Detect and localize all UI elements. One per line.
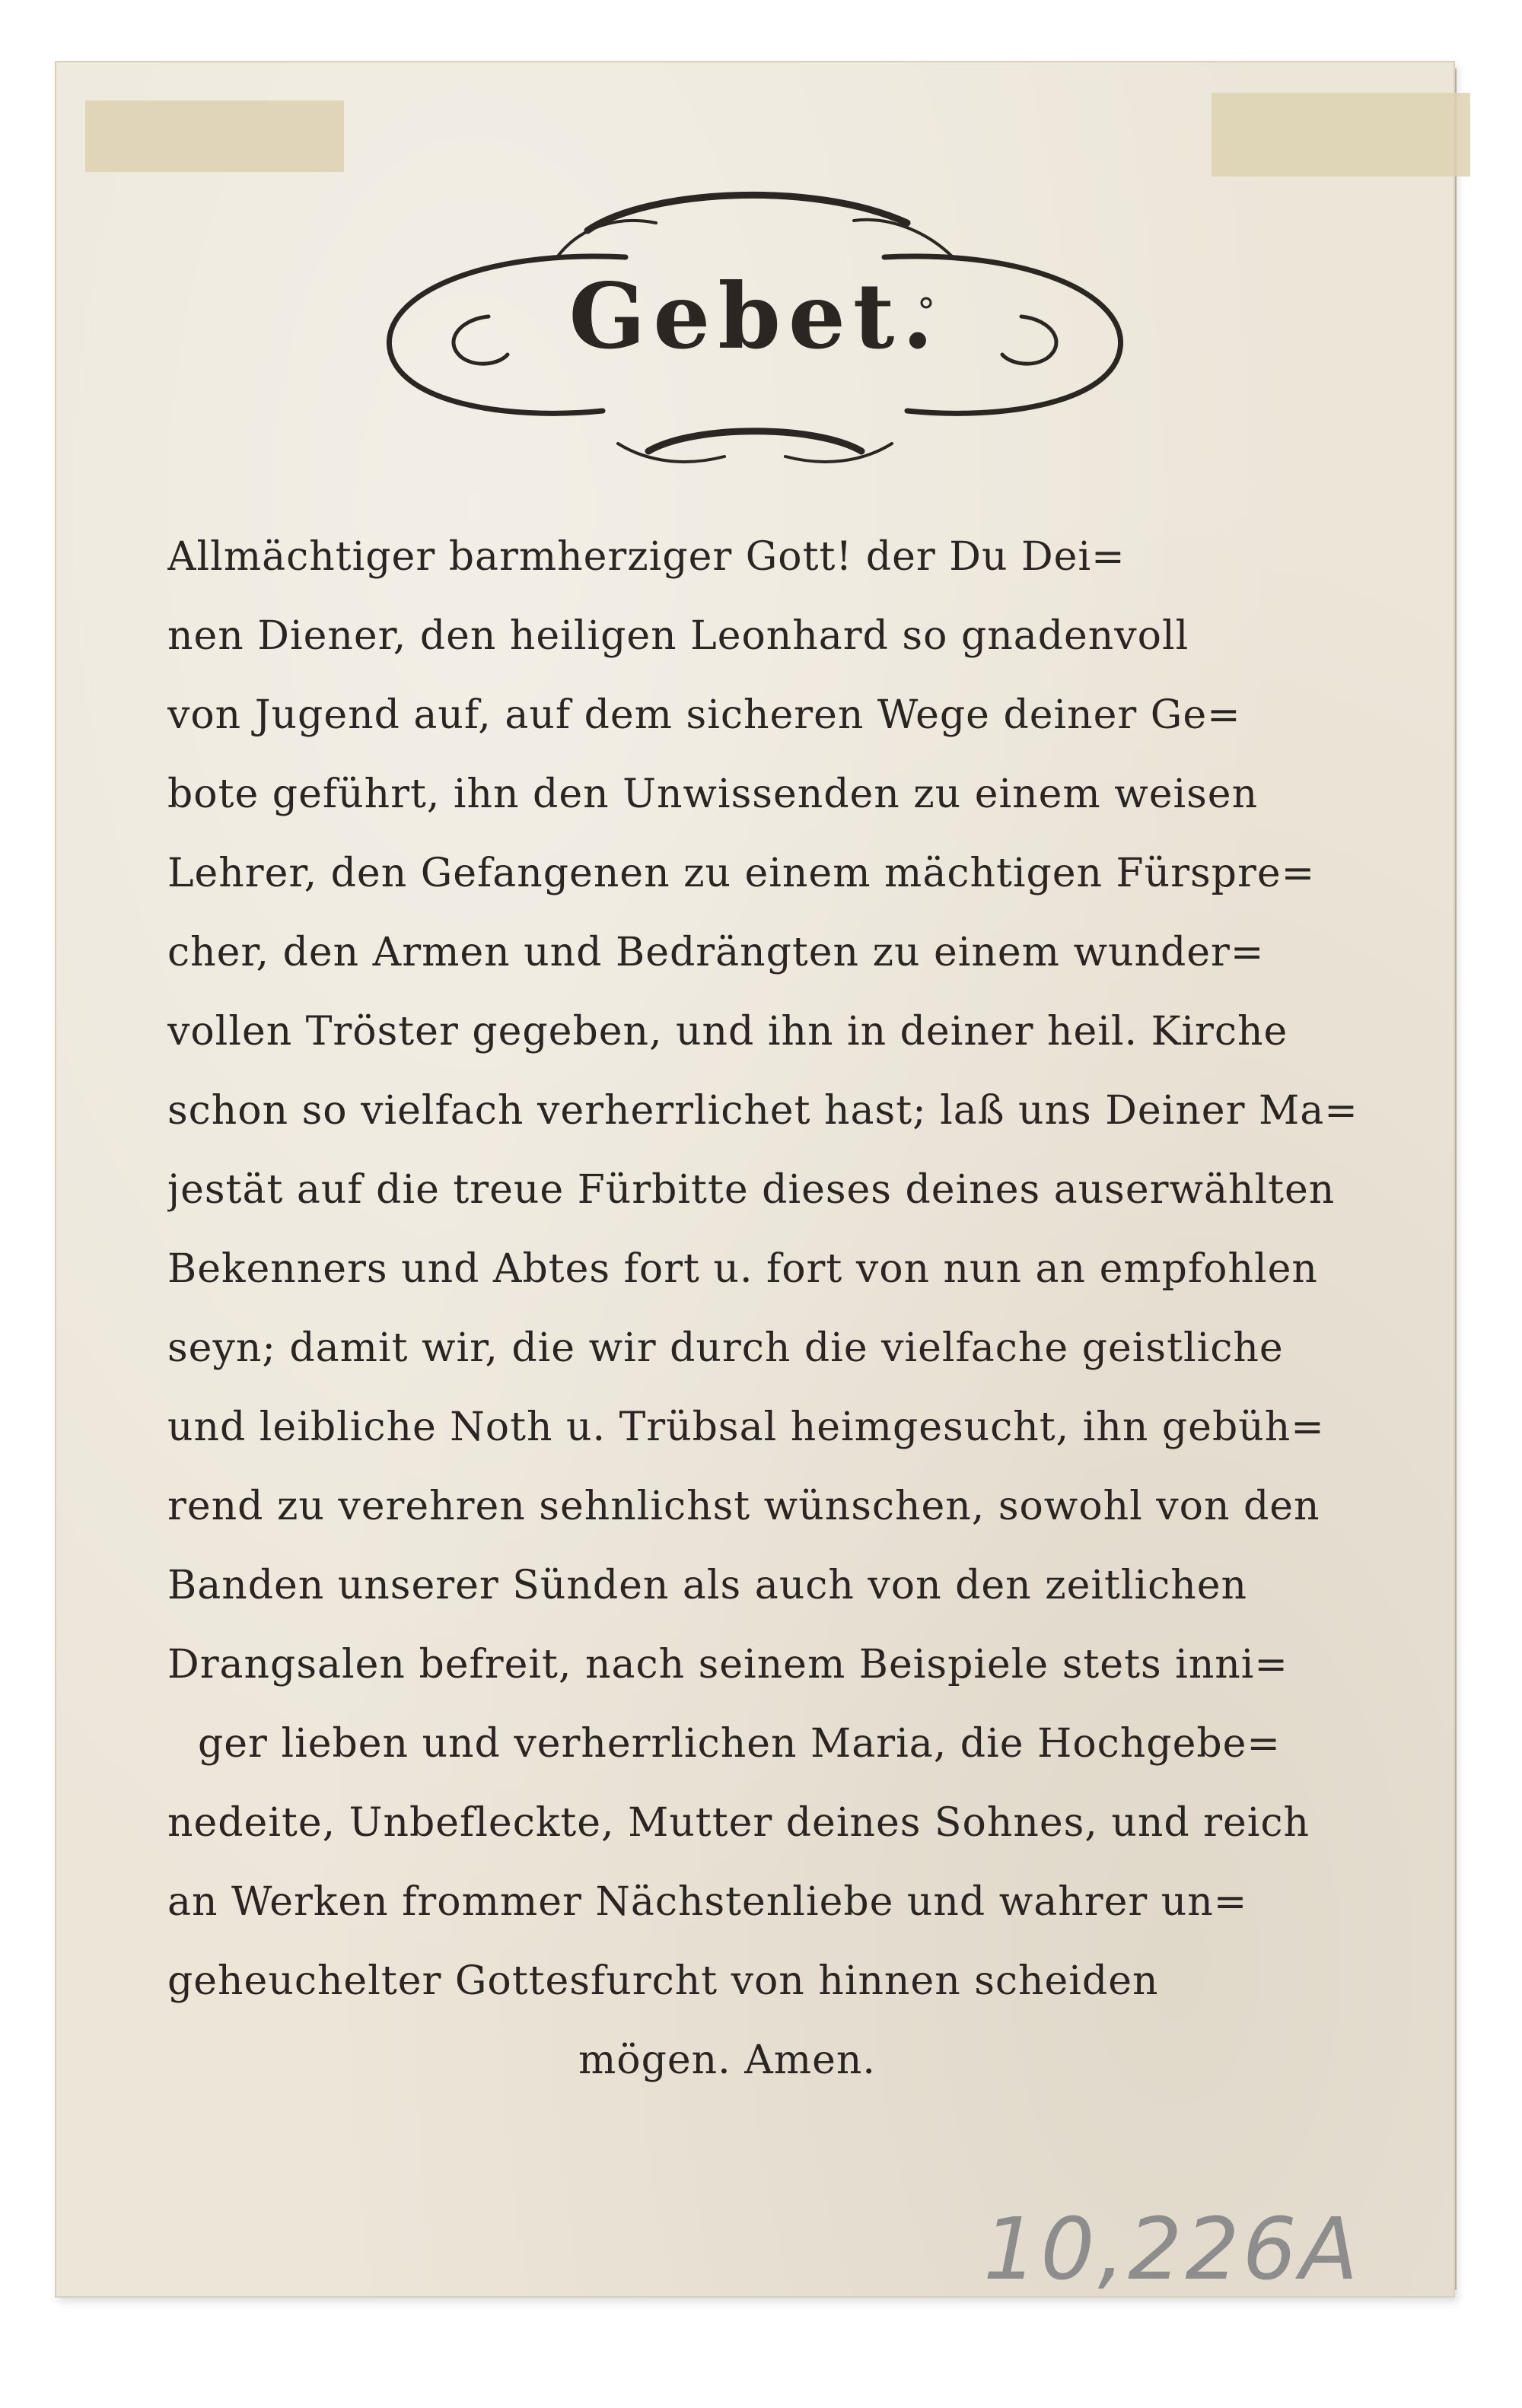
prayer-line: Banden unserer Sünden als auch von den zeitlichen <box>167 1563 1248 1608</box>
prayer-line: und leibliche Noth u. Trübsal heimgesucht, ihn gebüh= <box>167 1404 1325 1450</box>
prayer-line: bote geführt, ihn den Unwissenden zu einem weisen <box>167 771 1259 817</box>
prayer-line: cher, den Armen und Bedrängten zu einem wunder= <box>167 930 1265 975</box>
title-ornament-frame <box>329 143 1181 501</box>
prayer-line: ger lieben und verherrlichen Maria, die Hochgebe= <box>198 1721 1281 1767</box>
pencil-archive-number: 10,226A <box>983 2200 1361 2299</box>
prayer-line: geheuchelter Gottesfurcht von hinnen scheiden <box>167 1958 1159 2004</box>
document-title: Gebet. <box>568 263 941 369</box>
paper-sheet <box>55 61 1455 2298</box>
prayer-line: rend zu verehren sehnlichst wünschen, sowohl von den <box>167 1484 1320 1529</box>
prayer-line: nen Diener, den heiligen Leonhard so gnadenvoll <box>167 613 1189 659</box>
prayer-line: Allmächtiger barmherziger Gott! der Du Dei= <box>167 534 1126 580</box>
prayer-line: seyn; damit wir, die wir durch die vielfache geistliche <box>167 1325 1284 1371</box>
prayer-text-block <box>167 517 1415 2100</box>
prayer-line: nedeite, Unbefleckte, Mutter deines Sohnes, und reich <box>167 1800 1310 1846</box>
tape-strip-left <box>85 100 344 172</box>
prayer-line: von Jugend auf, auf dem sicheren Wege deiner Ge= <box>167 692 1241 738</box>
prayer-line: jestät auf die treue Fürbitte dieses deines auserwählten <box>167 1167 1336 1213</box>
prayer-line: Lehrer, den Gefangenen zu einem mächtigen Fürspre= <box>167 851 1316 896</box>
tape-strip-right <box>1212 93 1470 177</box>
prayer-line-closing: mögen. Amen. <box>578 2037 876 2083</box>
prayer-line: vollen Tröster gegeben, und ihn in deiner heil. Kirche <box>167 1009 1288 1054</box>
prayer-line: Bekenners und Abtes fort u. fort von nun an empfohlen <box>167 1246 1318 1292</box>
prayer-line: schon so vielfach verherrlichet hast; laß uns Deiner Ma= <box>167 1088 1358 1134</box>
prayer-line: an Werken frommer Nächstenliebe und wahrer un= <box>167 1879 1248 1925</box>
prayer-line: Drangsalen befreit, nach seinem Beispiele stets inni= <box>167 1642 1288 1688</box>
